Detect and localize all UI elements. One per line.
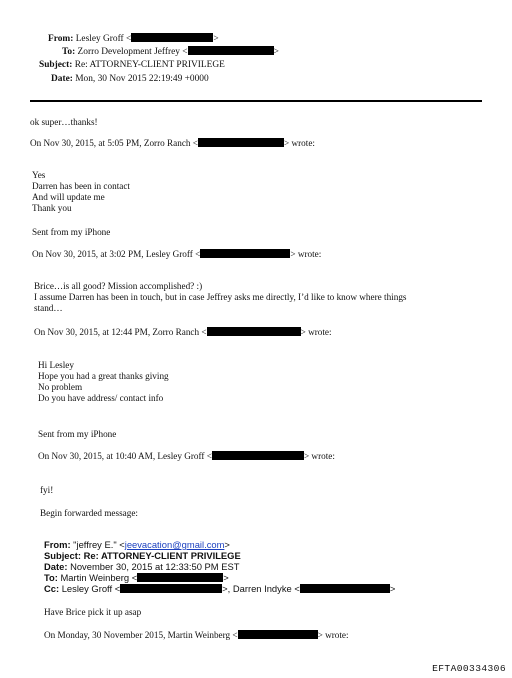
forwarded-from-tail: >	[224, 539, 230, 550]
header-subject-value: Re: ATTORNEY-CLIENT PRIVILEGE	[74, 60, 225, 70]
message-line: I assume Darren has been in touch, but in case Jeffrey asks me directly, I’d like to know where things	[34, 292, 407, 302]
header-from-value: Lesley Groff <	[75, 34, 132, 44]
quote-header-4-pre: On Nov 30, 2015, at 10:40 AM, Lesley Groff <	[38, 451, 212, 461]
begin-forwarded-text: Begin forwarded message:	[40, 508, 138, 518]
redaction-block	[212, 451, 304, 460]
header-subject-line	[39, 60, 225, 71]
message-line: Thank you	[32, 203, 72, 213]
forwarded-to-tail: >	[223, 572, 229, 583]
message-line: Hope you had a great thanks giving	[38, 371, 169, 381]
quote-header-3-post: > wrote:	[300, 327, 332, 337]
redaction-block	[207, 327, 301, 336]
forwarded-quote-post: > wrote:	[317, 630, 349, 640]
header-subject-label: Subject:	[39, 60, 73, 70]
forwarded-cc-label: Cc:	[44, 583, 60, 594]
forwarded-from-label: From:	[44, 539, 71, 550]
forwarded-quote-header	[44, 630, 349, 641]
header-date-label: Date:	[51, 74, 73, 84]
redaction-block	[300, 584, 390, 593]
message-3	[34, 281, 407, 314]
message-line: stand…	[34, 303, 63, 313]
redaction-block	[188, 46, 274, 55]
header-to-value: Zorro Development Jeffrey <	[77, 47, 188, 57]
quote-header-1-pre: On Nov 30, 2015, at 5:05 PM, Zorro Ranch <	[30, 138, 198, 148]
forwarded-to-line	[44, 572, 229, 583]
forwarded-subject-label: Subject:	[44, 550, 81, 561]
message-line: Brice…is all good? Mission accomplished? :)	[34, 281, 203, 291]
forwarded-cc-value: Lesley Groff <	[61, 583, 121, 594]
header-from-label: From:	[48, 34, 74, 44]
forwarded-date-value: November 30, 2015 at 12:33:50 PM EST	[70, 561, 240, 572]
fyi-text: fyi!	[40, 485, 54, 495]
forwarded-from-name: "jeffrey E." <	[73, 539, 125, 550]
quote-header-3-pre: On Nov 30, 2015, at 12:44 PM, Zorro Ranch <	[34, 327, 207, 337]
quote-header-4	[38, 451, 335, 462]
forwarded-quote-pre: On Monday, 30 November 2015, Martin Weinberg <	[44, 630, 238, 640]
header-divider	[30, 100, 482, 102]
redaction-block	[137, 573, 223, 582]
forwarded-subject-line	[44, 550, 241, 561]
header-date-value: Mon, 30 Nov 2015 22:19:49 +0000	[75, 74, 209, 84]
reply-text: ok super…thanks!	[30, 117, 98, 127]
quote-header-1	[30, 138, 315, 149]
quote-header-2	[32, 249, 321, 260]
forwarded-from-email-link[interactable]: jeevacation@gmail.com	[124, 539, 225, 550]
redaction-block	[120, 584, 222, 593]
forwarded-cc-line	[44, 583, 395, 594]
message-4	[38, 360, 169, 404]
sent-from-iphone: Sent from my iPhone	[32, 227, 111, 237]
quote-header-3	[34, 327, 332, 338]
forwarded-subject-value: Re: ATTORNEY-CLIENT PRIVILEGE	[83, 550, 241, 561]
quote-header-2-pre: On Nov 30, 2015, at 3:02 PM, Lesley Groff <	[32, 249, 201, 259]
redaction-block	[238, 630, 318, 639]
forwarded-to-label: To:	[44, 572, 58, 583]
header-to-label: To:	[62, 47, 76, 57]
forwarded-body: Have Brice pick it up asap	[44, 607, 142, 617]
message-line: No problem	[38, 382, 83, 392]
bates-number: EFTA00334306	[432, 663, 506, 674]
quote-header-1-post: > wrote:	[284, 138, 315, 148]
redaction-block	[200, 249, 290, 258]
redaction-block	[198, 138, 284, 147]
forwarded-from-line	[44, 539, 230, 550]
message-line: Do you have address/ contact info	[38, 393, 164, 403]
quote-header-2-post: > wrote:	[290, 249, 322, 259]
sent-from-iphone: Sent from my iPhone	[38, 429, 117, 439]
redaction-block	[131, 33, 213, 42]
header-to-line	[62, 46, 279, 58]
quote-header-4-post: > wrote:	[303, 451, 335, 461]
message-line: Yes	[32, 170, 46, 180]
forwarded-cc-mid: >, Darren Indyke <	[222, 583, 300, 594]
forwarded-date-label: Date:	[44, 561, 68, 572]
message-line: Hi Lesley	[38, 360, 74, 370]
message-line: And will update me	[32, 192, 105, 202]
header-date-line	[51, 74, 209, 85]
forwarded-to-value: Martin Weinberg <	[60, 572, 138, 583]
message-line: Darren has been in contact	[32, 181, 130, 191]
header-from-tail: >	[213, 34, 219, 44]
forwarded-date-line	[44, 561, 239, 572]
header-to-tail: >	[273, 47, 279, 57]
forwarded-cc-tail: >	[389, 583, 396, 594]
message-2	[32, 170, 130, 214]
